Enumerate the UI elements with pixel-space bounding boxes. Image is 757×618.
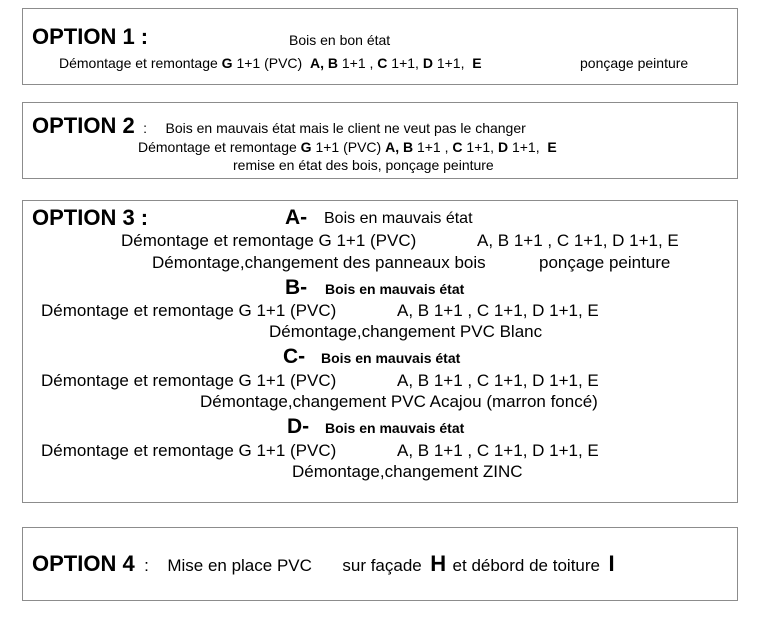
- part-e: E: [547, 139, 557, 155]
- option-3-c-condition: Bois en mauvais état: [321, 350, 461, 366]
- option-4-heading: OPTION 4: [32, 551, 135, 576]
- part-c: C: [377, 55, 388, 71]
- option-1-heading: OPTION 1 :: [32, 24, 149, 49]
- option-3-a-letter: A-: [285, 206, 308, 229]
- option-3-a-finish: ponçage peinture: [539, 253, 671, 272]
- option-1-box: [22, 8, 738, 85]
- option-3-d-letter: D-: [287, 415, 310, 438]
- option-4-colon: :: [144, 556, 149, 575]
- option-3-c-work: Démontage et remontage G 1+1 (PVC): [41, 371, 337, 390]
- option-3-a-replacement: Démontage,changement des panneaux bois: [152, 253, 486, 272]
- part-a-b: A, B: [385, 139, 414, 155]
- option-4-text-2: sur façade: [342, 556, 422, 575]
- part-ab-detail: 1+1 ,: [341, 55, 374, 71]
- option-2-heading: OPTION 2: [32, 113, 135, 138]
- part-e: E: [472, 55, 482, 71]
- option-3-d-replacement: Démontage,changement ZINC: [292, 462, 523, 481]
- part-g: G: [300, 139, 312, 155]
- option-3-box: [22, 200, 738, 503]
- option-2-box: [22, 102, 738, 179]
- option-4-i: I: [608, 551, 615, 576]
- part-d: D: [422, 55, 433, 71]
- option-3-heading: OPTION 3 :: [32, 205, 149, 230]
- part-c-detail: 1+1,: [391, 55, 419, 71]
- option-2-condition: Bois en mauvais état mais le client ne veut pas le changer: [165, 120, 526, 136]
- option-3-b-condition: Bois en mauvais état: [325, 281, 465, 297]
- option-3-a-condition: Bois en mauvais état: [324, 210, 473, 227]
- option-3-a-parts: A, B 1+1 , C 1+1, D 1+1, E: [477, 231, 679, 250]
- option-3-d-condition: Bois en mauvais état: [325, 420, 465, 436]
- option-2-title-line: [32, 115, 526, 137]
- work-prefix: Démontage et remontage: [138, 139, 297, 155]
- part-g-detail: 1+1 (PVC): [315, 139, 382, 155]
- option-2-work-line: [138, 140, 557, 154]
- part-g: G: [221, 55, 233, 71]
- option-3-c-parts: A, B 1+1 , C 1+1, D 1+1, E: [397, 371, 599, 390]
- option-1-finish: ponçage peinture: [580, 55, 689, 71]
- part-d-detail: 1+1,: [436, 55, 465, 71]
- option-3-d-parts: A, B 1+1 , C 1+1, D 1+1, E: [397, 441, 599, 460]
- option-3-a-work: Démontage et remontage G 1+1 (PVC): [121, 231, 417, 250]
- part-g-detail: 1+1 (PVC): [236, 55, 303, 71]
- option-4-text-3: et débord de toiture: [452, 556, 600, 575]
- part-a-b: A, B: [309, 55, 338, 71]
- option-1-work-line: [59, 56, 482, 70]
- part-d: D: [497, 139, 509, 155]
- option-3-b-letter: B-: [285, 276, 308, 299]
- option-3-c-replacement: Démontage,changement PVC Acajou (marron foncé): [200, 392, 598, 411]
- option-4-h: H: [430, 551, 447, 576]
- option-2-colon: :: [143, 120, 148, 136]
- option-4-box: [22, 527, 738, 601]
- option-3-b-parts: A, B 1+1 , C 1+1, D 1+1, E: [397, 301, 599, 320]
- option-3-c-letter: C-: [283, 345, 306, 368]
- option-3-b-work: Démontage et remontage G 1+1 (PVC): [41, 301, 337, 320]
- option-3-b-replacement: Démontage,changement PVC Blanc: [269, 322, 543, 341]
- part-c-detail: 1+1,: [466, 139, 495, 155]
- option-4-text-1: Mise en place PVC: [167, 556, 312, 575]
- option-3-d-work: Démontage et remontage G 1+1 (PVC): [41, 441, 337, 460]
- part-c: C: [452, 139, 463, 155]
- option-4-line: [32, 553, 615, 575]
- work-prefix: Démontage et remontage: [59, 55, 218, 71]
- part-ab-detail: 1+1 ,: [416, 139, 449, 155]
- part-d-detail: 1+1,: [511, 139, 540, 155]
- option-2-line-2: remise en état des bois, ponçage peinture: [233, 157, 494, 173]
- option-1-condition: Bois en bon état: [289, 32, 391, 48]
